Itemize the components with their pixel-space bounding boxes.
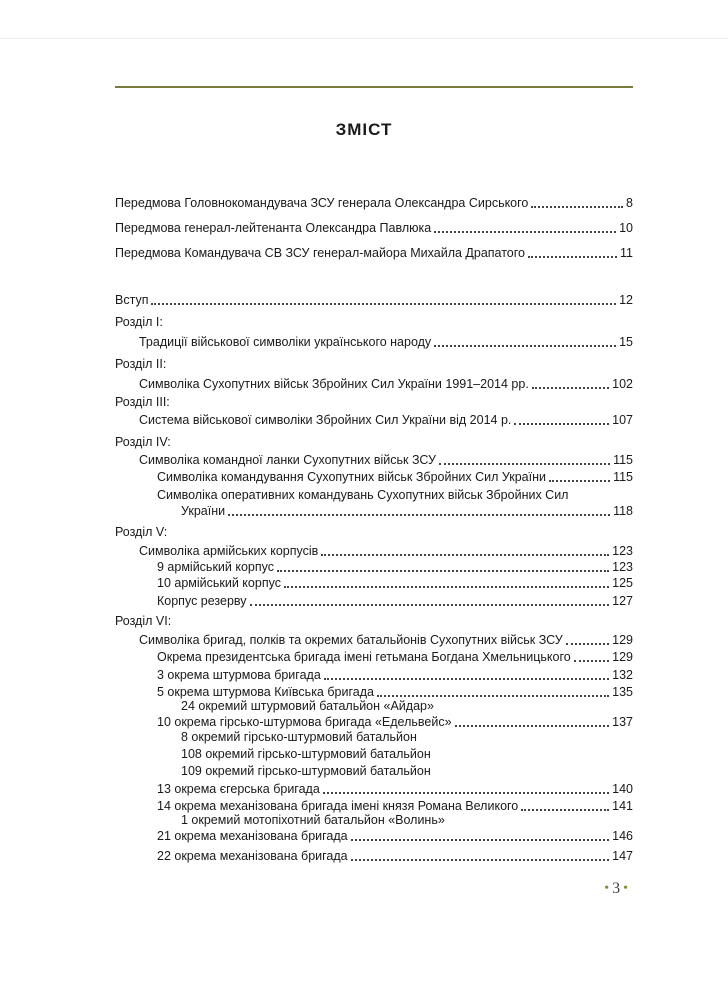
page-number-value: 3 (612, 880, 621, 897)
toc-entry-page: 123 (612, 560, 633, 574)
toc-entry[interactable] (139, 450, 633, 468)
toc-entry-page: 118 (613, 504, 633, 518)
toc-entry[interactable] (181, 501, 633, 519)
page-marker-left: • (604, 881, 610, 896)
page-marker-right: • (623, 881, 628, 896)
toc-dot-leader (514, 423, 609, 425)
toc-label: 8 окремий гірсько-штурмовий батальйон (181, 730, 417, 744)
toc-entry-page: 125 (612, 576, 633, 590)
toc-entry-page: 132 (612, 668, 633, 682)
page-number (604, 880, 628, 898)
toc-dot-leader (566, 643, 609, 645)
toc-entry-title: Символіка командування Сухопутних військ Збройних Сил України (157, 470, 546, 484)
toc-dot-leader (323, 792, 609, 794)
toc-entry[interactable] (157, 846, 633, 864)
toc-entry-page: 115 (613, 453, 633, 467)
toc-entry-page: 102 (612, 377, 633, 391)
toc-entry-page: 141 (612, 799, 633, 813)
toc-entry[interactable] (157, 779, 633, 797)
toc-entry-title: 3 окрема штурмова бригада (157, 668, 321, 682)
toc-entry-title: Передмова Командувача СВ ЗСУ генерал-майора Михайла Драпатого (115, 246, 525, 260)
toc-entry[interactable] (157, 826, 633, 844)
toc-entry-page: 107 (612, 413, 633, 427)
toc-entry[interactable] (139, 332, 633, 350)
toc-dot-leader (377, 695, 609, 697)
toc-label: 109 окремий гірсько-штурмовий батальйон (181, 764, 431, 778)
toc-entry-page: 146 (612, 829, 633, 843)
toc-entry[interactable] (157, 712, 633, 730)
toc-entry-title: 10 армійський корпус (157, 576, 281, 590)
toc-entry-title: Передмова генерал-лейтенанта Олександра Павлюка (115, 221, 432, 235)
toc-entry[interactable] (115, 218, 633, 236)
toc-entry-page: 137 (612, 715, 633, 729)
toc-entry-page: 15 (619, 335, 633, 349)
toc-entry-title: Символіка бригад, полків та окремих батальйонів Сухопутних військ ЗСУ (139, 633, 563, 647)
toc-entry-title: Символіка Сухопутних військ Збройних Сил України 1991–2014 рр. (139, 377, 529, 391)
toc-entry-title: 5 окрема штурмова Київська бригада (157, 685, 374, 699)
toc-entry-title: 13 окрема єгерська бригада (157, 782, 320, 796)
toc-entry[interactable] (139, 630, 633, 648)
toc-label: 1 окремий мотопіхотний батальйон «Волинь» (181, 813, 445, 827)
toc-entry-title: Корпус резерву (157, 594, 247, 608)
toc-label: Розділ V: (115, 525, 168, 539)
toc-dot-leader (151, 303, 616, 305)
toc-entry-page: 140 (612, 782, 633, 796)
toc-dot-leader (321, 554, 609, 556)
toc-entry[interactable] (115, 193, 633, 211)
toc-entry[interactable] (139, 374, 633, 392)
toc-entry-page: 10 (619, 221, 633, 235)
toc-entry[interactable] (157, 573, 633, 591)
toc-label: Символіка оперативних командувань Сухопутних військ Збройних Сил (157, 488, 569, 502)
toc-label: Розділ VI: (115, 614, 172, 628)
toc-dot-leader (228, 514, 610, 516)
toc-dot-leader (574, 660, 609, 662)
toc-entry-title: Передмова Головнокомандувача ЗСУ генерала Олександра Сирського (115, 196, 529, 210)
toc-entry-page: 129 (612, 650, 633, 664)
toc-entry-page: 147 (612, 849, 633, 863)
toc-entry-page: 12 (619, 293, 633, 307)
toc-entry-page: 8 (626, 196, 633, 210)
page-title: ЗМІСТ (335, 120, 393, 139)
toc-entry-page: 123 (612, 544, 633, 558)
toc-entry-page: 11 (620, 246, 633, 260)
toc-dot-leader (439, 463, 610, 465)
toc-entry[interactable] (115, 243, 633, 261)
toc-entry[interactable] (115, 290, 633, 308)
toc-entry-title: Система військової символіки Збройних Сил України від 2014 р. (139, 413, 512, 427)
toc-entry-title: Традиції військової символіки українського народу (139, 335, 432, 349)
toc-entry-page: 129 (612, 633, 633, 647)
toc-dot-leader (324, 678, 609, 680)
toc-entry-title: України (181, 504, 226, 518)
toc-entry-title: 21 окрема механізована бригада (157, 829, 348, 843)
toc-dot-leader (434, 345, 616, 347)
toc-entry-title: Вступ (115, 293, 149, 307)
toc-entry[interactable] (157, 467, 633, 485)
toc-dot-leader (531, 206, 623, 208)
toc-entry-title: 10 окрема гірсько-штурмова бригада «Едельвейс» (157, 715, 452, 729)
toc-entry-page: 127 (612, 594, 633, 608)
toc-entry[interactable] (139, 410, 633, 428)
toc-dot-leader (351, 839, 610, 841)
toc-dot-leader (284, 586, 609, 588)
toc-dot-leader (277, 570, 609, 572)
toc-entry-title: 9 армійський корпус (157, 560, 274, 574)
toc-dot-leader (528, 256, 617, 258)
toc-dot-leader (532, 387, 609, 389)
toc-entry[interactable] (157, 665, 633, 683)
toc-dot-leader (250, 604, 610, 606)
toc-label: 24 окремий штурмовий батальйон «Айдар» (181, 699, 434, 713)
toc-dot-leader (434, 231, 616, 233)
toc-label: Розділ IV: (115, 435, 171, 449)
toc-dot-leader (549, 480, 610, 482)
toc-entry-title: Символіка командної ланки Сухопутних військ ЗСУ (139, 453, 436, 467)
toc-entry-title: 22 окрема механізована бригада (157, 849, 348, 863)
toc-dot-leader (455, 725, 610, 727)
toc-label: 108 окремий гірсько-штурмовий батальйон (181, 747, 431, 761)
toc-entry-title: Окрема президентська бригада імені гетьмана Богдана Хмельницького (157, 650, 571, 664)
toc-entry-page: 135 (612, 685, 633, 699)
toc-entry[interactable] (157, 647, 633, 665)
toc-dot-leader (521, 809, 609, 811)
toc-dot-leader (351, 859, 610, 861)
toc-label: Розділ III: (115, 395, 170, 409)
toc-entry-page: 115 (613, 470, 633, 484)
toc-entry-title: 14 окрема механізована бригада імені князя Романа Великого (157, 799, 519, 813)
toc-entry-title: Символіка армійських корпусів (139, 544, 319, 558)
toc-label: Розділ I: (115, 315, 163, 329)
toc-label: Розділ II: (115, 357, 167, 371)
toc-entry[interactable] (157, 591, 633, 609)
